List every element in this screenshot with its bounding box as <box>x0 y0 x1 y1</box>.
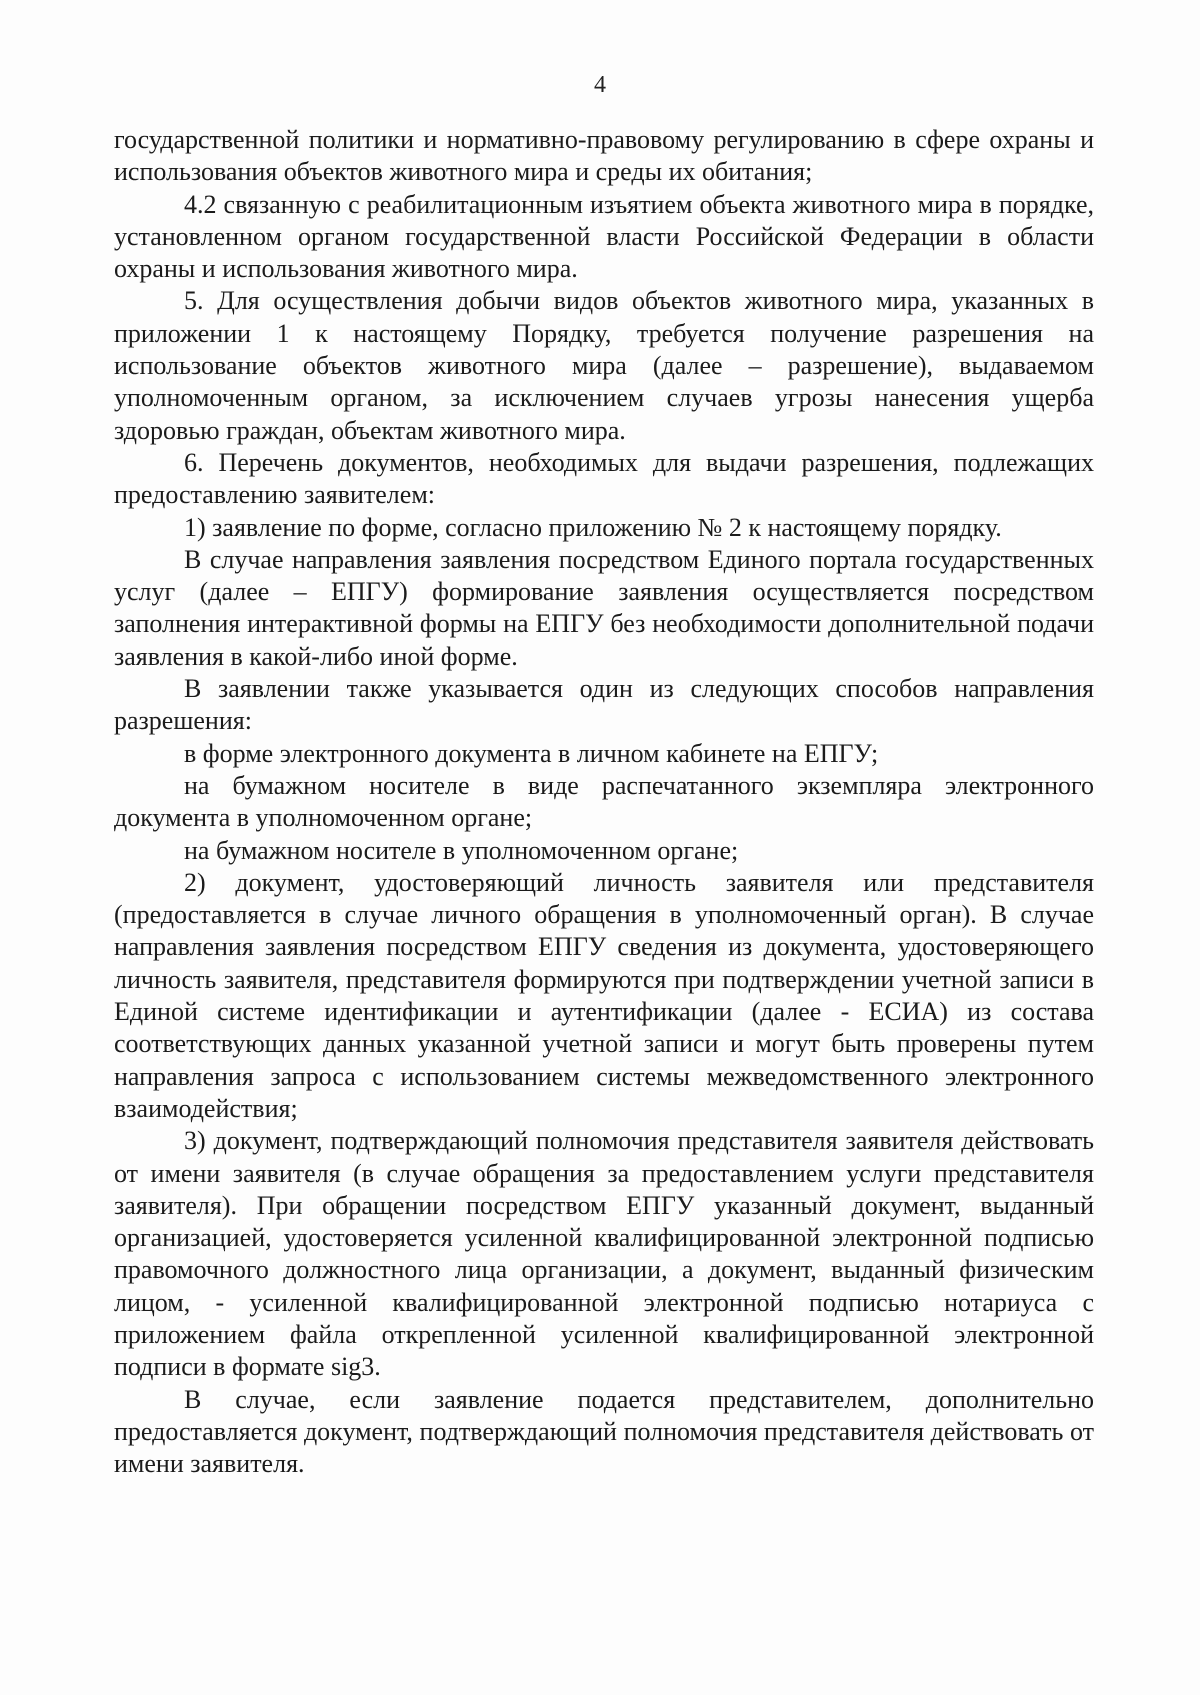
item-3: 3) документ, подтверждающий полномочия представителя заявителя действовать от имени заявителя (в случае обращения за предоставлением услуги представителя заявителя). При обращении посредством ЕПГУ указанный документ, выданный организацией, удостоверяется усиленной квалифицированной электронной подписью правомочного должностного лица организации, а документ, выданный физическим лицом, - усиленной квалифицированной электронной подписью нотариуса с приложением файла открепленной усиленной квалифицированной электронной подписи в формате sig3. <box>114 1126 1094 1382</box>
paragraph-continuation: государственной политики и нормативно-правовому регулированию в сфере охраны и использования объектов животного мира и среды их обитания; <box>114 125 1094 187</box>
item-1: 1) заявление по форме, согласно приложению № 2 к настоящему порядку. <box>184 512 1002 542</box>
page-number: 4 <box>594 72 606 98</box>
item-1-epgu-note: В случае направления заявления посредством Единого портала государственных услуг (далее – ЕПГУ) формирование заявления осуществляется посредством заполнения интерактивной формы на ЕПГУ без необходимости дополнительной подачи заявления в какой-либо иной форме. <box>114 544 1094 671</box>
delivery-methods-intro: В заявлении также указывается один из следующих способов направления разрешения: <box>114 674 1094 736</box>
document-body <box>114 124 1094 1480</box>
item-2: 2) документ, удостоверяющий личность заявителя или представителя (предоставляется в случае личного обращения в уполномоченный орган). В случае направления заявления посредством ЕПГУ сведения из документа, удостоверяющего личность заявителя, представителя формируются при подтверждении учетной записи в Единой системе идентификации и аутентификации (далее - ЕСИА) из состава соответствующих данных указанной учетной записи и могут быть проверены путем направления запроса с использованием системы межведомственного электронного взаимодействия; <box>114 867 1094 1123</box>
paragraph-4-2: 4.2 связанную с реабилитационным изъятием объекта животного мира в порядке, установленном органом государственной власти Российской Федерации в области охраны и использования животного мира. <box>114 189 1094 284</box>
delivery-method-electronic: в форме электронного документа в личном кабинете на ЕПГУ; <box>184 738 879 768</box>
paragraph-6: 6. Перечень документов, необходимых для выдачи разрешения, подлежащих предоставлению заявителем: <box>114 447 1094 510</box>
paragraph-5: 5. Для осуществления добычи видов объектов животного мира, указанных в приложении 1 к настоящему Порядку, требуется получение разрешения на использование объектов животного мира (далее – разрешение), выдаваемом уполномоченным органом, за исключением случаев угрозы нанесения ущерба здоровью граждан, объектам животного мира. <box>114 286 1094 445</box>
representative-note: В случае, если заявление подается представителем, дополнительно предоставляется документ, подтверждающий полномочия представителя действовать от имени заявителя. <box>114 1384 1094 1479</box>
delivery-method-printed-copy: на бумажном носителе в виде распечатанного экземпляра электронного документа в уполномоченном органе; <box>114 770 1094 833</box>
delivery-method-paper: на бумажном носителе в уполномоченном органе; <box>184 835 739 865</box>
